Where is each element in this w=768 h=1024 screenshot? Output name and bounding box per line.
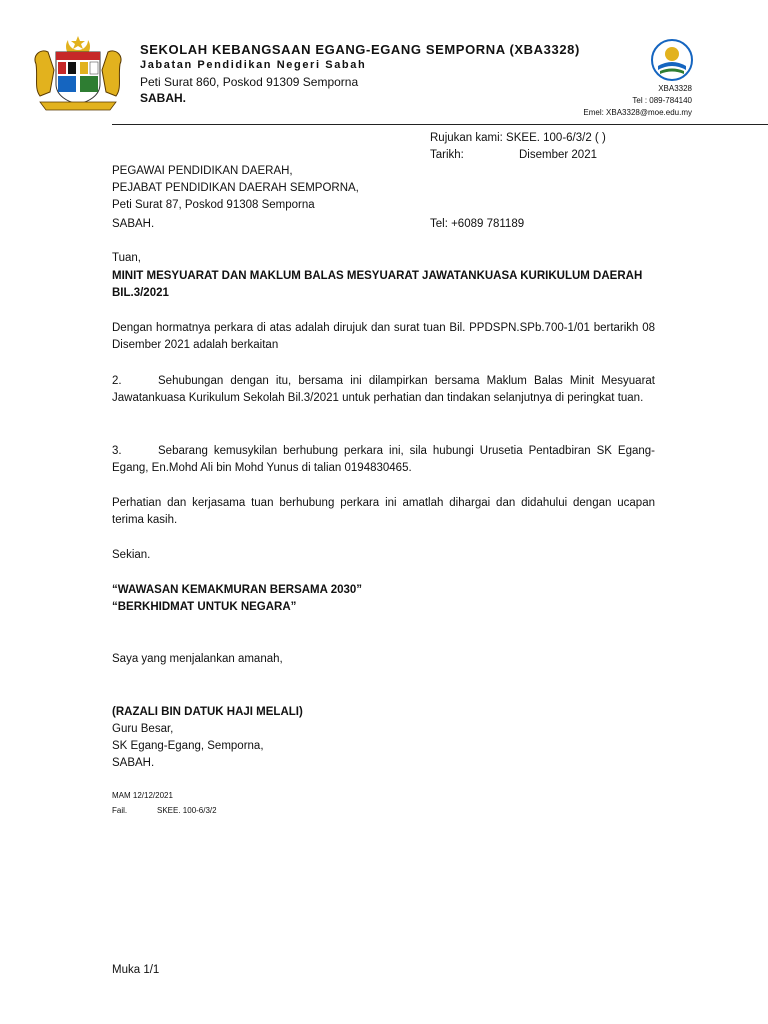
date-label: Tarikh: [430, 149, 464, 161]
paragraph-3: Sebarang kemusykilan berhubung perkara ini, sila hubungi Urusetia Pentadbiran SK Egang-Egang, En.Mohd Ali bin Mohd Yunus di talian 0194830465. [112, 445, 655, 474]
school-email: Emel: XBA3328@moe.edu.my [583, 108, 692, 117]
coat-of-arms-logo [30, 34, 126, 114]
school-code: XBA3328 [658, 84, 692, 93]
school-logo-icon [650, 38, 694, 82]
date-value: Disember 2021 [519, 149, 597, 161]
recipient-line-3: Peti Surat 87, Poskod 91308 Semporna [112, 199, 315, 211]
paragraph-4: Perhatian dan kerjasama tuan berhubung perkara ini amatlah dihargai dan didahului dengan ucapan terima kasih. [112, 497, 655, 526]
school-name: SEKOLAH KEBANGSAAN EGANG-EGANG SEMPORNA (XBA3328) [140, 42, 580, 57]
school-tel: Tel : 089-784140 [632, 96, 692, 105]
paragraph-2-number: 2. [112, 375, 122, 387]
signatory-title: Guru Besar, [112, 723, 174, 735]
paragraph-3-number: 3. [112, 445, 122, 457]
school-address: Peti Surat 860, Poskod 91309 Semporna [140, 75, 359, 89]
file-label: Fail. [112, 806, 128, 815]
recipient-tel: Tel: +6089 781189 [430, 218, 525, 230]
recipient-line-2: PEJABAT PENDIDIKAN DAERAH SEMPORNA, [112, 182, 359, 194]
subject-line-2: BIL.3/2021 [112, 287, 169, 299]
reference-number: Rujukan kami: SKEE. 100-6/3/2 ( ) [430, 132, 606, 144]
recipient-line-4: SABAH. [112, 218, 155, 230]
signatory-name: (RAZALI BIN DATUK HAJI MELALI) [112, 706, 303, 718]
signatory-state: SABAH. [112, 757, 155, 769]
mam-date: MAM 12/12/2021 [112, 791, 173, 800]
closing: Sekian. [112, 549, 151, 561]
department-name: Jabatan Pendidikan Negeri Sabah [140, 59, 367, 71]
header-divider [112, 124, 768, 125]
school-state: SABAH. [140, 91, 187, 105]
trust-line: Saya yang menjalankan amanah, [112, 653, 283, 665]
recipient-line-1: PEGAWAI PENDIDIKAN DAERAH, [112, 165, 293, 177]
slogan-2: “BERKHIDMAT UNTUK NEGARA” [112, 601, 297, 613]
slogan-1: “WAWASAN KEMAKMURAN BERSAMA 2030” [112, 584, 363, 596]
file-reference: SKEE. 100-6/3/2 [157, 806, 217, 815]
salutation: Tuan, [112, 252, 141, 264]
paragraph-1: Dengan hormatnya perkara di atas adalah dirujuk dan surat tuan Bil. PPDSPN.SPb.700-1/01 bertarikh 08 Disember 2021 adalah berkaitan [112, 322, 655, 351]
paragraph-2: Sehubungan dengan itu, bersama ini dilampirkan bersama Maklum Balas Minit Mesyuarat Jawatankuasa Kurikulum Sekolah Bil.3/2021 untuk perhatian dan tindakan selanjutnya di peringkat tuan. [112, 375, 655, 404]
subject-line-1: MINIT MESYUARAT DAN MAKLUM BALAS MESYUARAT JAWATANKUASA KURIKULUM DAERAH [112, 270, 643, 282]
page-number: Muka 1/1 [112, 964, 160, 976]
signatory-school: SK Egang-Egang, Semporna, [112, 740, 264, 752]
